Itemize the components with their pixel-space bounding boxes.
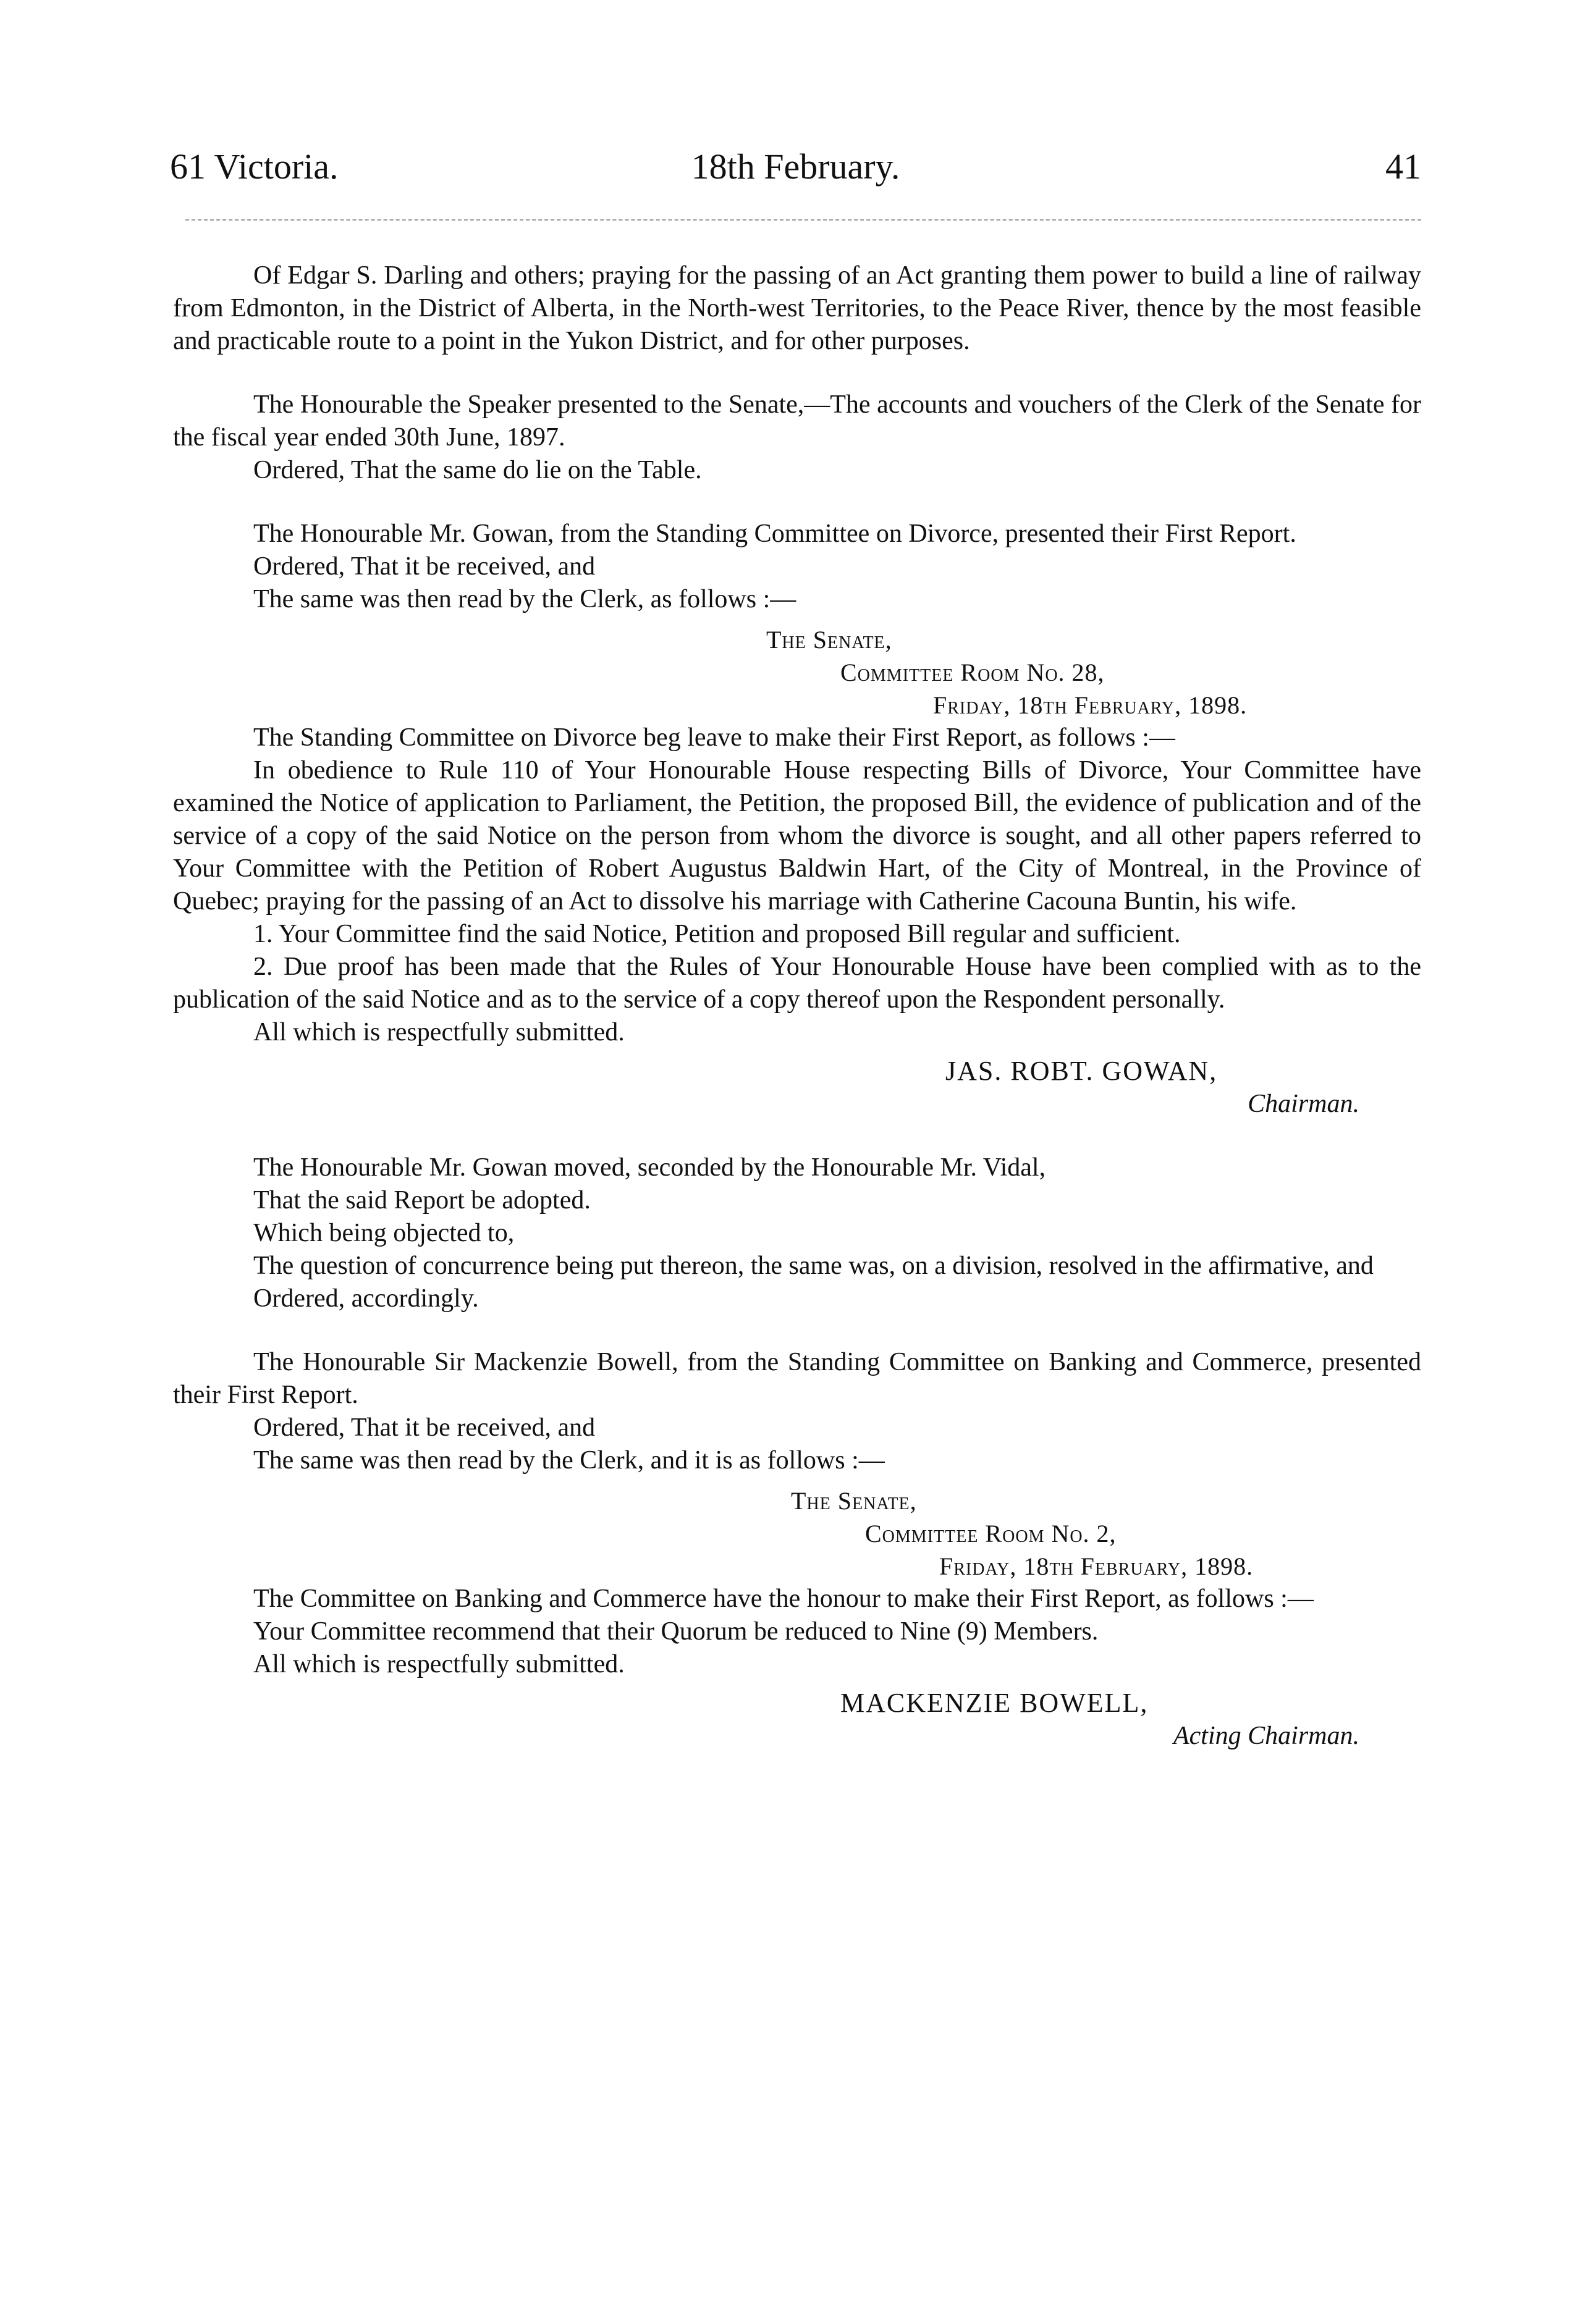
ordered-received-paragraph: Ordered, That it be received, and (253, 552, 596, 581)
report2-signature (173, 1686, 1421, 1753)
report1-heading-date: Friday, 18th February, 1898. (933, 691, 1248, 719)
divorce-report-intro: The Honourable Mr. Gowan, from the Standing Committee on Divorce, presented their First Report. (253, 520, 1296, 548)
report1-heading-senate: The Senate, (766, 626, 892, 654)
accounts-paragraph: The Honourable the Speaker presented to the Senate,—The accounts and vouchers of the Clerk of the Senate for the fiscal year ended 30th June, 1897. (173, 390, 1421, 452)
header-date: 18th February. (691, 146, 900, 187)
report2-heading-room: Committee Room No. 2, (865, 1520, 1117, 1547)
report1-item-2: 2. Due proof has been made that the Rules of Your Honourable House have been complied with as to the publication of the said Notice and as to the service of a copy thereof upon the Respondent personally. (173, 953, 1421, 1014)
page-body (173, 259, 1421, 1753)
report1-opening: The Standing Committee on Divorce beg leave to make their First Report, as follows :— (253, 723, 1175, 752)
report1-obedience-paragraph: In obedience to Rule 110 of Your Honourable House respecting Bills of Divorce, Your Committee have examined the Notice of application to Parliament, the Petition, the proposed Bill, the evidence of publication and of the service of a copy of the said Notice on the person from whom the divorce is sought, and all other papers referred to Your Committee with the Petition of Robert Augustus Baldwin Hart, of the City of Montreal, in the Province of Quebec; praying for the passing of an Act to dissolve his marriage with Catherine Cacouna Buntin, his wife. (173, 756, 1421, 916)
motion-text: That the said Report be adopted. (253, 1186, 591, 1215)
report2-signer-name: MACKENZIE BOWELL, (840, 1688, 1149, 1718)
report2-heading-senate: The Senate, (791, 1487, 917, 1515)
page-number: 41 (1385, 146, 1421, 187)
report1-submitted: All which is respectfully submitted. (253, 1018, 625, 1046)
read-by-clerk-paragraph: The same was then read by the Clerk, as follows :— (253, 585, 796, 613)
report2-heading (173, 1484, 1421, 1583)
report2-submitted: All which is respectfully submitted. (253, 1650, 625, 1678)
banking-read-by-clerk: The same was then read by the Clerk, and it is as follows :— (253, 1446, 885, 1475)
objection-text: Which being objected to, (253, 1219, 515, 1247)
report2-quorum-recommendation: Your Committee recommend that their Quorum be reduced to Nine (9) Members. (253, 1617, 1099, 1646)
ordered-accordingly: Ordered, accordingly. (253, 1284, 479, 1313)
report1-signer-title: Chairman. (1248, 1090, 1359, 1118)
running-header (170, 142, 1421, 192)
report1-heading (173, 623, 1421, 722)
report2-opening: The Committee on Banking and Commerce have the honour to make their First Report, as follows :— (253, 1585, 1314, 1613)
report1-item-1: 1. Your Committee find the said Notice, Petition and proposed Bill regular and sufficient. (253, 920, 1181, 948)
header-rule (185, 219, 1421, 221)
header-regnal-year: 61 Victoria. (170, 146, 339, 187)
banking-report-intro: The Honourable Sir Mackenzie Bowell, from the Standing Committee on Banking and Commerce, presented their First Report. (173, 1348, 1421, 1409)
report2-heading-date: Friday, 18th February, 1898. (939, 1552, 1254, 1580)
division-paragraph: The question of concurrence being put thereon, the same was, on a division, resolved in the affirmative, and (253, 1252, 1374, 1280)
report1-heading-room: Committee Room No. 28, (840, 659, 1105, 686)
report1-signature (173, 1054, 1421, 1121)
report1-signer-name: JAS. ROBT. GOWAN, (945, 1056, 1218, 1086)
banking-ordered-received: Ordered, That it be received, and (253, 1413, 596, 1442)
motion-paragraph: The Honourable Mr. Gowan moved, seconded by the Honourable Mr. Vidal, (253, 1153, 1046, 1182)
report2-signer-title: Acting Chairman. (1173, 1722, 1359, 1750)
petition-paragraph: Of Edgar S. Darling and others; praying for the passing of an Act granting them power to build a line of railway from Edmonton, in the District of Alberta, in the North-west Territories, to the Peace River, thence by the most feasible and practicable route to a point in the Yukon District, and for other purposes. (173, 261, 1421, 355)
ordered-table-paragraph: Ordered, That the same do lie on the Table. (253, 456, 702, 484)
